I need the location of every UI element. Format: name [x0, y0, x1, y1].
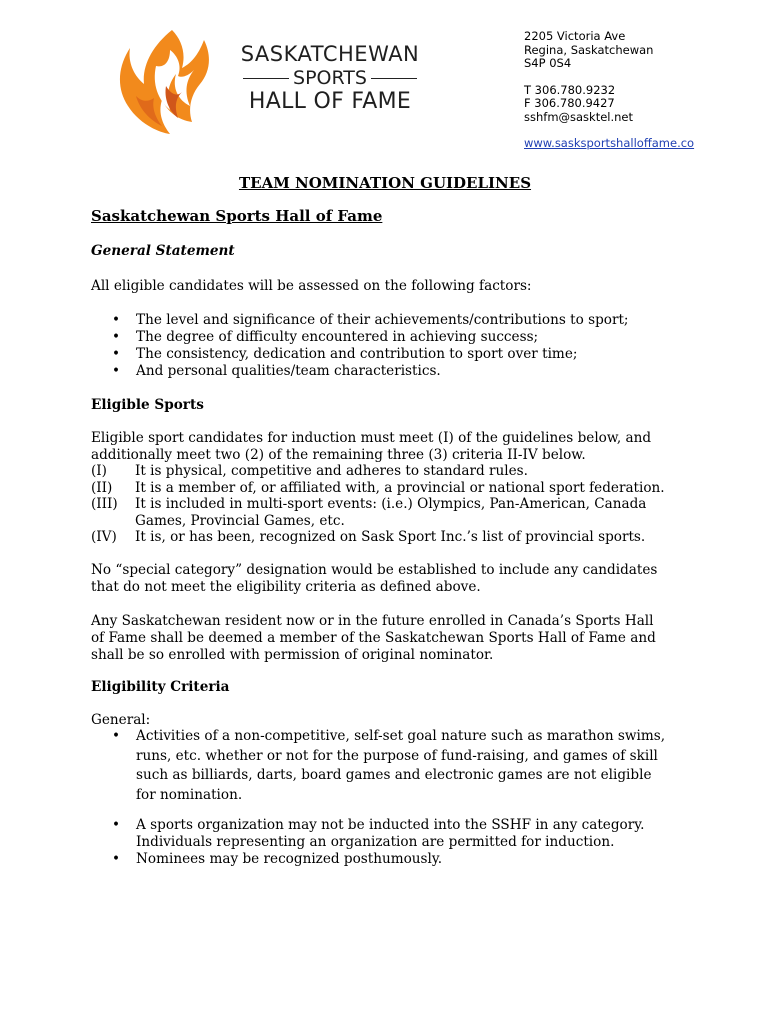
list-item: (I) It is physical, competitive and adheres to standard rules.: [91, 463, 528, 479]
factors-list: [112, 312, 629, 380]
list-item: • Nominees may be recognized posthumously.: [112, 851, 443, 867]
sshf-logo: [112, 26, 432, 138]
flame-logo-icon: [112, 26, 222, 138]
contact-city: Regina, Saskatchewan: [524, 42, 654, 57]
logo-line-3: HALL OF FAME: [248, 89, 412, 114]
resident-line-3: shall be so enrolled with permission of original nominator.: [91, 647, 494, 663]
special-category-line-2: that do not meet the eligibility criteria as defined above.: [91, 579, 481, 595]
contact-fax: F 306.780.9427: [524, 96, 615, 110]
contact-block: [524, 30, 694, 151]
list-item: • The consistency, dedication and contribution to sport over time;: [112, 346, 578, 362]
eligible-sports-intro-2: additionally meet two (2) of the remaining three (3) criteria II-IV below.: [91, 447, 586, 463]
general-statement-heading: General Statement: [91, 243, 235, 259]
list-item: • The degree of difficulty encountered in achieving success;: [112, 329, 539, 345]
website-link[interactable]: www.sasksportshalloffame.co: [524, 136, 695, 150]
criteria-list: [91, 463, 665, 546]
eligibility-list-2: [112, 817, 644, 868]
list-item: (II) It is a member of, or affiliated with, a provincial or national sport federation.: [91, 479, 665, 496]
eligible-sports-intro-1: Eligible sport candidates for induction must meet (I) of the guidelines below, and: [91, 430, 652, 446]
general-statement-intro: All eligible candidates will be assessed on the following factors:: [91, 278, 532, 294]
resident-line-2: of Fame shall be deemed a member of the Saskatchewan Sports Hall of Fame and: [91, 630, 656, 646]
list-item: • Activities of a non-competitive, self-set goal nature such as marathon swims, runs, etc. whether or not for the purpose of fund-raising, and games of skill such as billiards, darts, board games and electronic games are not eligible for nomination.: [112, 728, 666, 803]
list-item: • The level and significance of their achievements/contributions to sport;: [112, 312, 629, 328]
contact-email: sshfm@sasktel.net: [524, 109, 634, 124]
contact-phone: T 306.780.9232: [524, 82, 616, 97]
list-item: • And personal qualities/team characteristics.: [112, 363, 441, 379]
list-item: (IV) It is, or has been, recognized on Sask Sport Inc.’s list of provincial sports.: [91, 529, 646, 545]
contact-street: 2205 Victoria Ave: [524, 29, 626, 43]
eligibility-list-1: [112, 727, 665, 805]
document-title: TEAM NOMINATION GUIDELINES: [238, 174, 532, 192]
logo-rule-left: [243, 78, 289, 79]
list-item: (III) It is included in multi-sport events: (i.e.) Olympics, Pan-American, Canada Games, Provincial Games, etc.: [91, 496, 647, 529]
list-item: • A sports organization may not be inducted into the SSHF in any category. Individuals representing an organization are permitted for induction.: [112, 817, 645, 850]
special-category-line-1: No “special category” designation would be established to include any candidates: [91, 562, 658, 578]
eligibility-criteria-heading: Eligibility Criteria: [91, 679, 230, 695]
logo-line-1: SASKATCHEWAN: [240, 42, 420, 66]
logo-rule-right: [371, 78, 417, 79]
eligible-sports-heading: Eligible Sports: [91, 397, 204, 413]
resident-line-1: Any Saskatchewan resident now or in the future enrolled in Canada’s Sports Hall: [91, 613, 654, 629]
logo-line-2: SPORTS: [293, 67, 367, 89]
contact-postal: S4P 0S4: [524, 56, 572, 70]
general-label: General:: [91, 712, 151, 728]
org-title: Saskatchewan Sports Hall of Fame: [91, 207, 383, 225]
logo-wordmark: [230, 42, 430, 115]
